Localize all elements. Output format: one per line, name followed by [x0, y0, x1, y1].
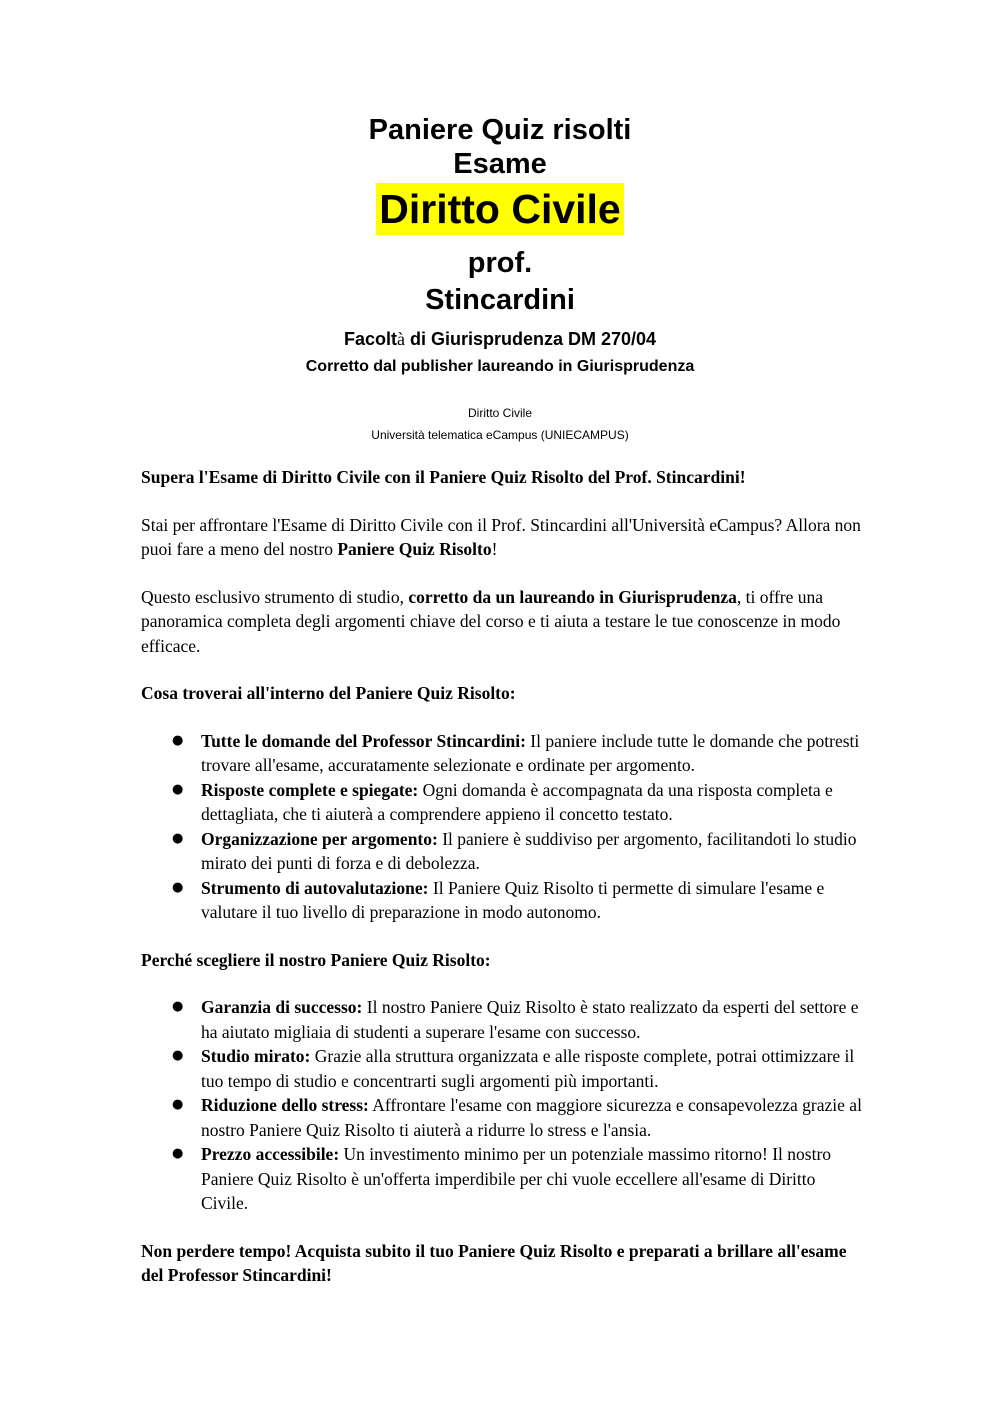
list-item-text: Ogni domanda è accompagnata da una risposta completa e dettagliata, che ti aiuterà a comprendere appieno il concetto testato. — [201, 779, 833, 824]
bullet-icon: ● — [172, 830, 184, 846]
corrected-by-line: Corretto dal publisher laureando in Giurisprudenza — [305, 358, 695, 375]
intro-heading: Supera l'Esame di Diritto Civile con il Paniere Quiz Risolto del Prof. Stincardini! — [141, 467, 746, 487]
list-item-bold: Risposte complete e spiegate: — [201, 779, 419, 800]
list-item — [172, 1093, 866, 1142]
list-item-text: Grazie alla struttura organizzata e alle risposte complete, potrai ottimizzare il tuo tempo di studio e concentrarti sugli argomenti più importanti. — [201, 1046, 855, 1091]
list-item — [172, 778, 866, 827]
list-item-text: Affrontare l'esame con maggiore sicurezza e consapevolezza grazie al nostro Paniere Quiz Risolto ti aiuterà a ridurre lo stress e l'ansia. — [201, 1095, 862, 1140]
list-item-bold: Tutte le domande del Professor Stincardini: — [201, 730, 526, 751]
bullet-icon: ● — [172, 1048, 184, 1063]
list-item — [172, 1044, 866, 1093]
list-item — [172, 995, 866, 1044]
closing-heading: Non perdere tempo! Acquista subito il tuo Paniere Quiz Risolto e preparati a brillare all'esame del Professor Stincardini! — [141, 1240, 847, 1285]
list-item — [172, 827, 866, 876]
faculty-accent: à — [396, 329, 405, 349]
list-item — [172, 729, 866, 778]
document-body — [141, 465, 866, 1311]
title-line-2: Esame — [453, 148, 547, 180]
list-item-text: Il paniere è suddiviso per argomento, facilitandoti lo studio mirato dei punti di forza e di debolezza. — [201, 828, 857, 873]
faculty-pre: Facolt — [343, 329, 397, 349]
p1-end: ! — [491, 539, 498, 559]
list-item-bold: Riduzione dello stress: — [201, 1095, 369, 1115]
subject-line: Diritto Civile — [467, 406, 532, 420]
list-item-bold: Strumento di autovalutazione: — [201, 877, 429, 898]
list-item-bold: Prezzo accessibile: — [201, 1144, 340, 1164]
course-title-highlight: Diritto Civile — [376, 183, 623, 235]
bullet-icon: ● — [172, 1146, 184, 1161]
intro-paragraph-1 — [141, 513, 866, 562]
document-header — [0, 112, 1000, 445]
list-item-text: Il nostro Paniere Quiz Risolto è stato realizzato da esperti del settore e ha aiutato migliaia di studenti a superare l'esame con successo. — [201, 997, 859, 1042]
p2-end: , ti offre una panoramica completa degli argomenti chiave del corso e ti aiuta a testare le tue conoscenze in modo efficace. — [141, 586, 841, 656]
bullet-icon: ● — [172, 999, 184, 1014]
p1-text: Stai per affrontare l'Esame di Diritto Civile con il Prof. Stincardini all'Università eCampus? Allora non puoi fare a meno del nostro — [141, 514, 861, 559]
section1-list — [141, 729, 866, 925]
list-item-text: Il Paniere Quiz Risolto ti permette di simulare l'esame e valutare il tuo livello di preparazione in modo autonomo. — [201, 877, 825, 922]
section2-list — [141, 995, 866, 1216]
section2-heading: Perché scegliere il nostro Paniere Quiz Risolto: — [141, 949, 491, 970]
faculty-line — [0, 325, 1000, 353]
list-item-text: Il paniere include tutte le domande che potresti trovare all'esame, accuratamente selezionate e ordinate per argomento. — [201, 730, 860, 775]
list-item-text: Un investimento minimo per un potenziale massimo ritorno! Il nostro Paniere Quiz Risolto è un'offerta imperdibile per chi vuole eccellere all'esame di Diritto Civile. — [201, 1144, 832, 1213]
faculty-post: di Giurisprudenza DM 270/04 — [404, 329, 657, 349]
list-item-bold: Garanzia di successo: — [201, 997, 363, 1017]
list-item-bold: Studio mirato: — [201, 1046, 311, 1066]
list-item-bold: Organizzazione per argomento: — [201, 828, 438, 849]
bullet-icon: ● — [172, 732, 184, 748]
list-item — [172, 1142, 866, 1216]
professor-name: Stincardini — [425, 284, 575, 316]
section1-heading: Cosa troverai all'interno del Paniere Quiz Risolto: — [141, 683, 516, 703]
intro-paragraph-2 — [141, 585, 866, 659]
university-line: Università telematica eCampus (UNIECAMPUS) — [371, 428, 629, 442]
professor-prefix: prof. — [467, 247, 533, 279]
bullet-icon: ● — [172, 781, 184, 797]
course-title-wrapper — [0, 183, 1000, 245]
title-line-1: Paniere Quiz risolti — [368, 114, 632, 146]
bullet-icon: ● — [172, 879, 184, 895]
p2-text: Questo esclusivo strumento di studio, — [141, 586, 409, 607]
p1-bold: Paniere Quiz Risolto — [337, 539, 492, 559]
bullet-icon: ● — [172, 1097, 184, 1112]
list-item — [172, 876, 866, 925]
p2-bold: corretto da un laureando in Giurisprudenza — [408, 586, 737, 607]
